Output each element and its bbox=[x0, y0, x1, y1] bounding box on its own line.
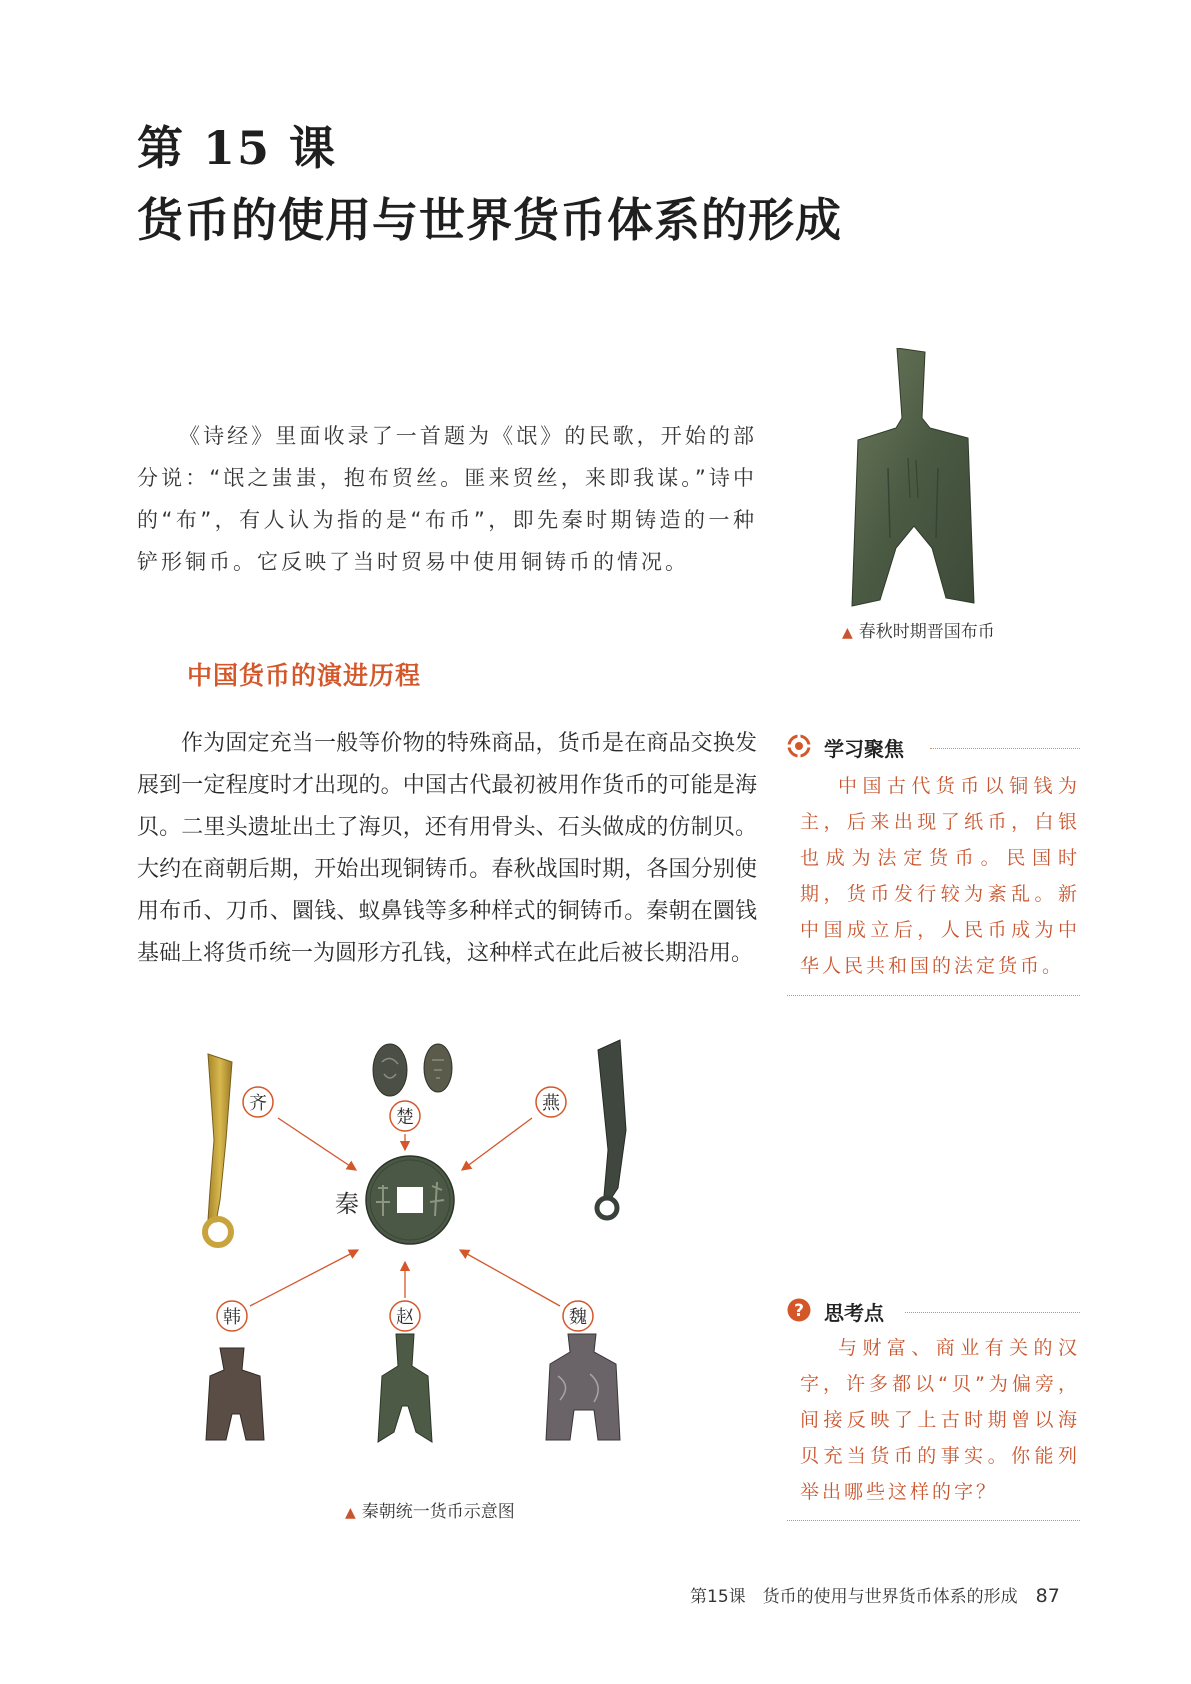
intro-paragraph: 《诗经》里面收录了一首题为《氓》的民歌，开始的部分说：“氓之蚩蚩，抱布贸丝。匪来贸丝，来即我谋。”诗中的“布”，有人认为指的是“布币”，即先秦时期铸造的一种铲形铜币。它反映了当时贸易中使用铜铸币的情况。 bbox=[137, 424, 757, 574]
chu-ant-nose-coins bbox=[373, 1044, 452, 1096]
focus-bottom-divider bbox=[787, 995, 1080, 996]
state-label-qi bbox=[243, 1087, 273, 1117]
spade-coin-caption: ▲ 春秋时期晋国布币 bbox=[842, 622, 995, 642]
svg-text:楚: 楚 bbox=[396, 1107, 414, 1128]
think-title: 思考点 bbox=[824, 1301, 884, 1325]
svg-text:魏: 魏 bbox=[569, 1307, 587, 1328]
think-bottom-divider bbox=[787, 1520, 1080, 1521]
lesson-number: 第 15 课 bbox=[137, 121, 338, 175]
qin-banliang-coin bbox=[366, 1156, 454, 1244]
state-label-wei bbox=[563, 1301, 593, 1331]
wei-spade-coin bbox=[546, 1334, 620, 1440]
state-label-zhao bbox=[390, 1301, 420, 1331]
focus-title: 学习聚焦 bbox=[824, 737, 904, 761]
question-icon bbox=[787, 1298, 811, 1322]
svg-text:韩: 韩 bbox=[223, 1307, 241, 1328]
diagram-caption: ▲ 秦朝统一货币示意图 bbox=[345, 1502, 515, 1522]
svg-text:齐: 齐 bbox=[249, 1093, 267, 1114]
think-body: 与财富、商业有关的汉字，许多都以“贝”为偏旁，间接反映了上古时期曾以海贝充当货币的事实。你能列举出哪些这样的字？ bbox=[800, 1337, 1080, 1503]
state-label-yan bbox=[536, 1087, 566, 1117]
lesson-title: 货币的使用与世界货币体系的形成 bbox=[137, 193, 842, 247]
state-label-han bbox=[217, 1301, 247, 1331]
currency-unification-diagram bbox=[180, 1030, 740, 1470]
section-body: 作为固定充当一般等价物的特殊商品，货币是在商品交换发展到一定程度时才出现的。中国古代最初被用作货币的可能是海贝。二里头遗址出土了海贝，还有用骨头、石头做成的仿制贝。大约在商朝后期，开始出现铜铸币。春秋战国时期，各国分别使用布币、刀币、圜钱、蚁鼻钱等多种样式的铜铸币。秦朝在圜钱基础上将货币统一为圆形方孔钱，这种样式在此后被长期沿用。 bbox=[137, 731, 757, 966]
footer-lesson-title: 第15课 货币的使用与世界货币体系的形成 bbox=[690, 1587, 1018, 1607]
svg-text:?: ? bbox=[794, 1301, 804, 1321]
triangle-icon: ▲ bbox=[842, 625, 853, 641]
qin-label: 秦 bbox=[335, 1190, 359, 1218]
svg-text:燕: 燕 bbox=[542, 1093, 560, 1114]
think-divider bbox=[905, 1312, 1080, 1313]
page-number: 87 bbox=[1035, 1585, 1060, 1607]
svg-text:赵: 赵 bbox=[396, 1307, 414, 1328]
page-footer bbox=[690, 1582, 1060, 1607]
han-spade-coin bbox=[206, 1348, 264, 1440]
triangle-icon: ▲ bbox=[345, 1505, 356, 1521]
yan-knife-coin bbox=[597, 1040, 626, 1218]
zhao-spade-coin bbox=[378, 1334, 432, 1442]
section-heading: 中国货币的演进历程 bbox=[187, 661, 422, 690]
focus-body: 中国古代货币以铜钱为主，后来出现了纸币，白银也成为法定货币。民国时期，货币发行较为紊乱。新中国成立后，人民币成为中华人民共和国的法定货币。 bbox=[800, 775, 1080, 977]
qi-knife-coin bbox=[205, 1054, 232, 1245]
target-icon bbox=[787, 734, 811, 758]
focus-divider bbox=[930, 748, 1080, 749]
spade-coin-image bbox=[850, 348, 980, 610]
state-label-chu bbox=[390, 1101, 420, 1131]
